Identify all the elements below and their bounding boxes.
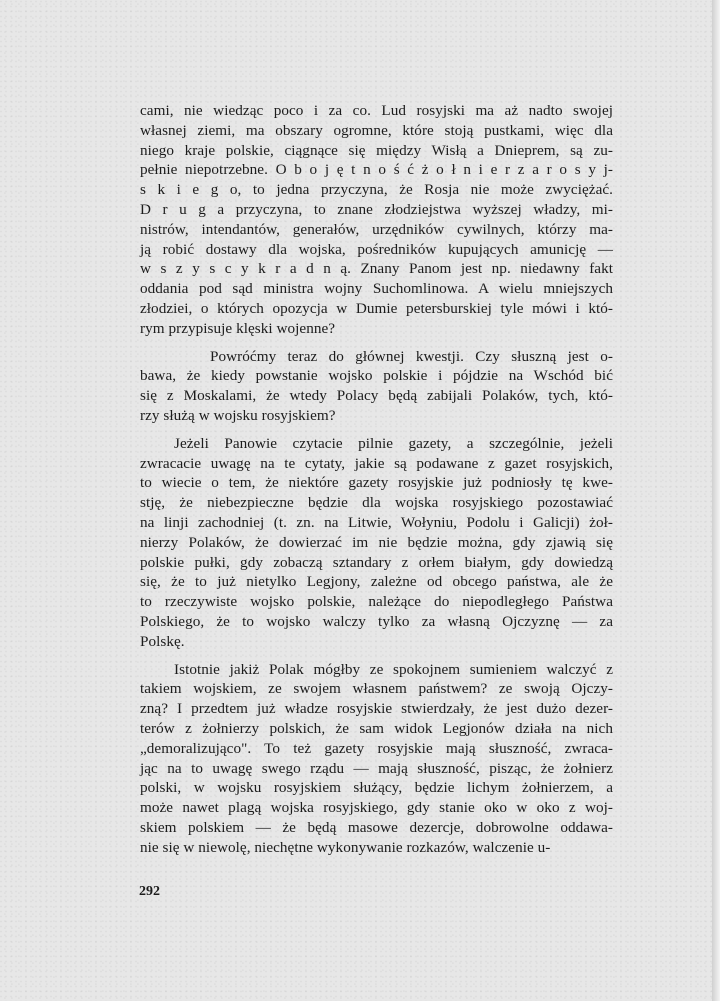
text-line: może nawet plagą wojska rosyjskiego, gdy stanie oko w oko z woj- [140, 799, 613, 817]
text-line: Polskiego, że to wojsko walczy tylko za własną Ojczyznę — za [140, 612, 613, 630]
text-line: pełnie niepotrzebne. O b o j ę t n o ś ć ż o ł n i e r z a r o s y j- [140, 161, 613, 179]
paragraph [140, 101, 613, 339]
text-line: terów z żołnierzy polskich, że sam widok Legjonów działa na nich [140, 719, 613, 737]
text-line: w s z y s c y k r a d n ą. Znany Panom jest np. niedawny fakt [140, 260, 613, 278]
text-line: Istotnie jakiż Polak mógłby ze spokojnem sumieniem walczyć z [174, 660, 613, 678]
text-line: złodziei, o których opozycja w Dumie petersburskiej tyle mówi i któ- [140, 299, 613, 317]
text-line: zną? I przedtem już władze rosyjskie stwierdzały, że jest dużo dezer- [140, 700, 613, 718]
text-line: takiem wojskiem, ze swojem własnem państwem? ze swoją Ojczy- [140, 680, 613, 698]
text-line: to rzeczywiste wojsko polskie, należące do niepodległego Państwa [140, 593, 613, 611]
text-line: oddania pod sąd ministra wojny Suchomlinowa. A wielu mniejszych [140, 280, 613, 298]
text-line: s k i e g o, to jedna przyczyna, że Rosja nie może zwyciężać. [140, 181, 613, 199]
text-line: bawa, że kiedy powstanie wojsko polskie i pójdzie na Wschód bić [140, 367, 613, 385]
text-line: stję, że niebezpieczne będzie dla wojska rosyjskiego pozostawiać [140, 494, 613, 512]
body-text [140, 101, 613, 857]
text-line: niego kraje polskie, ciągnące się między Wisłą a Dnieprem, są zu- [140, 141, 613, 159]
text-line: nistrów, intendantów, generałów, urzędników cywilnych, którzy ma- [140, 220, 613, 238]
text-line: zwracacie uwagę na te cytaty, jakie są podawane z gazet rosyjskich, [140, 454, 613, 472]
text-line: ją robić dostawy dla wojska, pośredników kupujących amunicję — [140, 240, 613, 258]
text-line: skiem polskiem — że będą masowe dezercje, dobrowolne oddawa- [140, 818, 613, 836]
text-line: rym przypisuje klęski wojenne? [140, 319, 336, 337]
text-line: się z Moskalami, że wtedy Polacy będą zabijali Polaków, tych, któ- [140, 387, 613, 405]
text-line: cami, nie wiedząc poco i za co. Lud rosyjski ma aż nadto swojej [140, 102, 613, 119]
paragraph [140, 434, 613, 652]
paragraph [140, 660, 613, 858]
text-line: polski, w wojsku rosyjskiem służący, będzie lichym żołnierzem, a [140, 779, 613, 797]
page-edge-shadow [712, 0, 720, 1001]
text-line: rzy służą w wojsku rosyjskiem? [140, 406, 336, 424]
paragraph [140, 347, 613, 426]
text-line: własnej ziemi, ma obszary ogromne, które stoją pustkami, więc dla [140, 121, 613, 139]
text-line: Jeżeli Panowie czytacie pilnie gazety, a szczególnie, jeżeli [174, 434, 613, 452]
text-line: nie się w niewolę, niechętne wykonywanie rozkazów, walczenie u- [140, 838, 551, 856]
text-line: to wiecie o tem, że niektóre gazety rosyjskie już podniosły tę kwe- [140, 474, 613, 492]
text-line: D r u g a przyczyna, to znane złodziejstwa wyższej władzy, mi- [140, 200, 613, 218]
text-line: polskie pułki, gdy zobaczą sztandary z orłem białym, gdy dowiedzą [140, 553, 613, 571]
text-line: jąc na to uwagę swego rządu — mają słuszność, pisząc, że żołnierz [140, 759, 613, 777]
text-line: Powróćmy teraz do głównej kwestji. Czy słuszną jest o- [210, 347, 613, 365]
text-line: Polskę. [140, 632, 185, 650]
text-line: „demoralizująco". To też gazety rosyjskie mają słuszność, zwraca- [140, 739, 613, 757]
text-line: się, że to już nietylko Legjony, zależne od obcego państwa, ale że [140, 573, 613, 591]
text-line: nierzy Polaków, że dowierzać im nie będzie można, gdy zjawią się [140, 533, 613, 551]
text-line: na linji zachodniej (t. zn. na Litwie, Wołyniu, Podolu i Galicji) żoł- [140, 513, 613, 531]
page-number: 292 [139, 884, 160, 899]
